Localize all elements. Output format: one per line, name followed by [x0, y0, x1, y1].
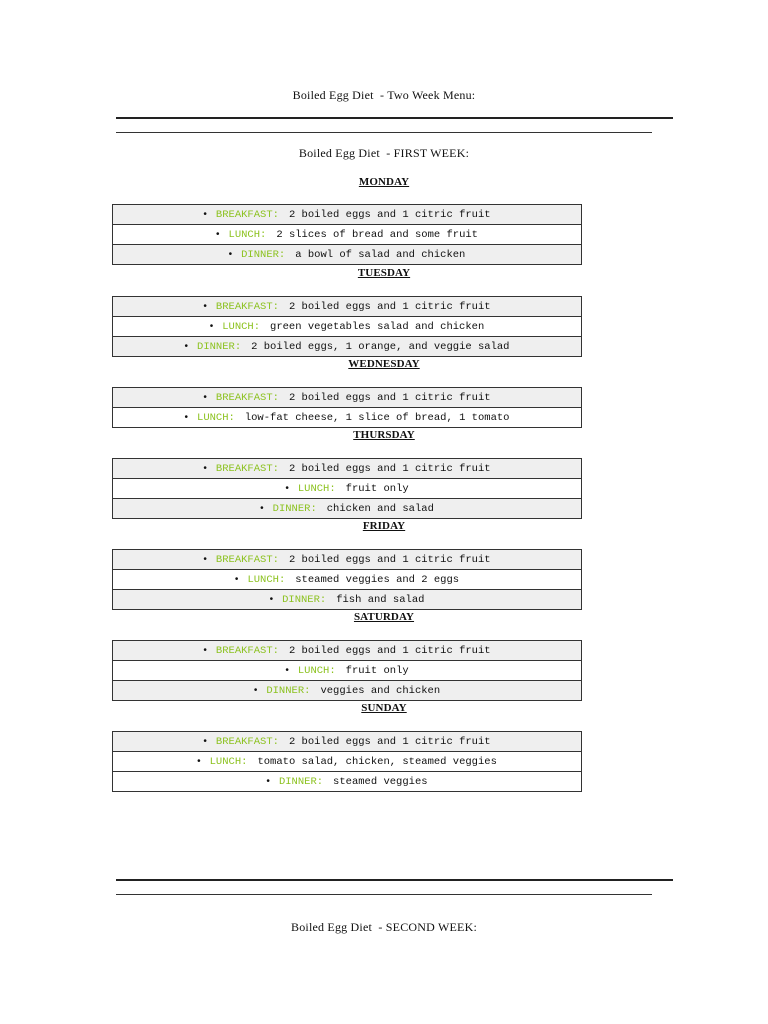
meal-label: LUNCH: — [197, 411, 235, 424]
bullet-icon: • — [203, 209, 207, 220]
meal-label: BREAKFAST: — [215, 553, 279, 566]
bullet-icon: • — [203, 463, 207, 474]
bullet-icon: • — [203, 301, 207, 312]
meal-text: tomato salad, chicken, steamed veggies — [257, 755, 497, 768]
menu-table-sunday — [112, 731, 582, 792]
day-label-thursday: THURSDAY — [353, 429, 415, 441]
meal-row — [113, 570, 581, 590]
bullet-icon: • — [260, 503, 264, 514]
meal-text: chicken and salad — [326, 502, 434, 515]
day-label-tuesday: TUESDAY — [357, 267, 411, 279]
meal-row — [113, 590, 581, 610]
meal-text: fish and salad — [336, 593, 425, 606]
bullet-icon: • — [203, 645, 207, 656]
second-week-heading: Boiled Egg Diet - SECOND WEEK: — [291, 920, 477, 934]
meal-row — [113, 550, 581, 570]
meal-text: low-fat cheese, 1 slice of bread, 1 tomato — [244, 411, 510, 424]
bullet-icon: • — [253, 685, 258, 696]
meal-text: 2 boiled eggs and 1 citric fruit — [288, 553, 491, 566]
meal-text: veggies and chicken — [320, 684, 441, 697]
bullet-icon: • — [285, 483, 289, 494]
menu-table-tuesday — [112, 296, 582, 357]
divider-line — [116, 879, 673, 881]
meal-text: a bowl of salad and chicken — [295, 248, 466, 261]
meal-row — [113, 297, 581, 317]
day-label-sunday: SUNDAY — [361, 702, 407, 714]
day-label-monday: MONDAY — [358, 176, 410, 188]
bullet-icon: • — [216, 229, 220, 240]
meal-row — [113, 661, 581, 681]
divider-line — [116, 132, 652, 133]
meal-text: 2 boiled eggs and 1 citric fruit — [288, 462, 491, 475]
meal-label: DINNER: — [278, 775, 324, 788]
meal-row — [113, 772, 581, 792]
meal-label: BREAKFAST: — [215, 300, 279, 313]
bullet-icon: • — [234, 574, 239, 585]
meal-row — [113, 337, 581, 357]
bullet-icon: • — [228, 249, 233, 260]
divider-line — [116, 894, 652, 895]
bullet-icon: • — [266, 776, 270, 787]
meal-text: steamed veggies — [333, 775, 428, 788]
meal-text: 2 boiled eggs, 1 orange, and veggie salad — [251, 340, 510, 353]
meal-row — [113, 752, 581, 772]
meal-text: 2 boiled eggs and 1 citric fruit — [288, 300, 491, 313]
meal-row — [113, 205, 581, 225]
meal-row — [113, 388, 581, 408]
meal-label: DINNER: — [197, 340, 242, 353]
bullet-icon: • — [285, 665, 289, 676]
meal-label: LUNCH: — [297, 664, 336, 677]
meal-label: BREAKFAST: — [215, 644, 279, 657]
meal-label: LUNCH: — [247, 573, 286, 586]
meal-label: LUNCH: — [297, 482, 336, 495]
meal-label: DINNER: — [282, 593, 327, 606]
meal-label: DINNER: — [241, 248, 286, 261]
meal-label: BREAKFAST: — [215, 462, 279, 475]
meal-text: 2 boiled eggs and 1 citric fruit — [288, 735, 491, 748]
day-label-wednesday: WEDNESDAY — [348, 358, 420, 370]
meal-row — [113, 225, 581, 245]
document-title: Boiled Egg Diet - Two Week Menu: — [292, 88, 476, 102]
bullet-icon: • — [203, 736, 207, 747]
meal-text: fruit only — [345, 482, 409, 495]
meal-text: 2 boiled eggs and 1 citric fruit — [288, 644, 491, 657]
meal-label: DINNER: — [272, 502, 317, 515]
meal-label: LUNCH: — [222, 320, 261, 333]
meal-text: green vegetables salad and chicken — [270, 320, 485, 333]
meal-text: 2 boiled eggs and 1 citric fruit — [288, 391, 491, 404]
meal-row — [113, 245, 581, 265]
menu-table-friday — [112, 549, 582, 610]
meal-row — [113, 479, 581, 499]
bullet-icon: • — [269, 594, 274, 605]
meal-row — [113, 499, 581, 519]
bullet-icon: • — [209, 321, 214, 332]
meal-text: 2 boiled eggs and 1 citric fruit — [288, 208, 491, 221]
first-week-heading: Boiled Egg Diet - FIRST WEEK: — [298, 146, 470, 160]
day-label-saturday: SATURDAY — [353, 611, 415, 623]
day-label-friday: FRIDAY — [362, 520, 406, 532]
meal-row — [113, 408, 581, 428]
meal-row — [113, 681, 581, 701]
menu-table-thursday — [112, 458, 582, 519]
meal-row — [113, 732, 581, 752]
meal-label: BREAKFAST: — [215, 391, 279, 404]
menu-table-saturday — [112, 640, 582, 701]
meal-label: LUNCH: — [209, 755, 248, 768]
meal-row — [113, 317, 581, 337]
meal-text: fruit only — [345, 664, 409, 677]
bullet-icon: • — [203, 554, 207, 565]
meal-text: steamed veggies and 2 eggs — [295, 573, 460, 586]
bullet-icon: • — [203, 392, 207, 403]
bullet-icon: • — [197, 756, 201, 767]
meal-row — [113, 459, 581, 479]
menu-table-monday — [112, 204, 582, 265]
menu-table-wednesday — [112, 387, 582, 428]
meal-label: BREAKFAST: — [215, 208, 279, 221]
meal-text: 2 slices of bread and some fruit — [276, 228, 478, 241]
meal-row — [113, 641, 581, 661]
divider-line — [116, 117, 673, 119]
bullet-icon: • — [184, 341, 189, 352]
meal-label: BREAKFAST: — [215, 735, 279, 748]
meal-label: LUNCH: — [228, 228, 267, 241]
bullet-icon: • — [184, 412, 189, 423]
meal-label: DINNER: — [266, 684, 311, 697]
